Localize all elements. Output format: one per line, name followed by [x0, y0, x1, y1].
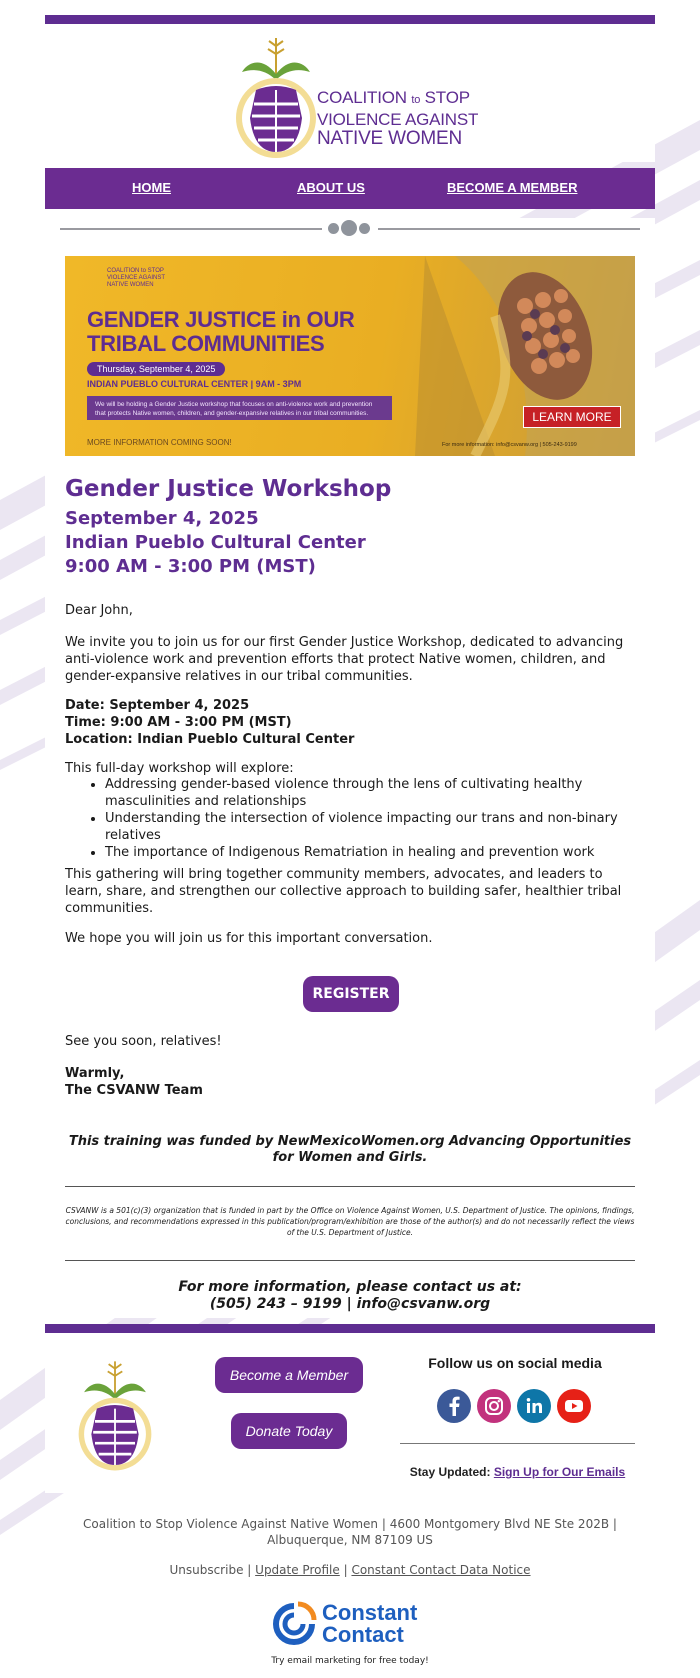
detail-date: Date: September 4, 2025 [65, 698, 250, 713]
csvanw-logo-icon [232, 34, 320, 160]
banner-more-info: MORE INFORMATION COMING SOON! [87, 438, 232, 447]
banner-contact-info: For more information: info@csvanw.org | 505-243-9199 [442, 442, 577, 448]
follow-heading: Follow us on social media [428, 1355, 602, 1371]
divider-line-left [60, 228, 322, 230]
topics-list [65, 776, 635, 861]
contact-info: For more information, please contact us at: (505) 243 – 9199 | info@csvanw.org [178, 1279, 522, 1312]
divider-dot [328, 223, 339, 234]
disclaimer-text: CSVANW is a 501(c)(3) organization that is funded in part by the Office on Violence Against Women, U.S. Department of Justice. The opinions, findings, conclusions, and recommendations expressed in this publication/program/exhibition are those of the author(s) and do not necessarily reflect the views of the U.S. Department of Justice. [65, 1206, 635, 1237]
become-member-button[interactable]: Become a Member [215, 1357, 363, 1393]
register-button[interactable]: REGISTER [303, 976, 399, 1012]
nav-become-member[interactable]: BECOME A MEMBER [447, 180, 578, 195]
nav-home[interactable]: HOME [132, 180, 171, 195]
constant-contact-tagline: Try email marketing for free today! [271, 1656, 429, 1666]
banner-date: Thursday, September 4, 2025 [87, 362, 225, 376]
stay-updated: Stay Updated: Sign Up for Our Emails [409, 1465, 626, 1479]
divider-line-right [378, 228, 640, 230]
header-logo[interactable] [45, 32, 655, 162]
bottom-accent-bar [45, 1324, 655, 1333]
banner-description: We will be holding a Gender Justice workshop that focuses on anti-violence work and prevention that protects Native women, children, and gender-expansive relatives in our tribal communities. [87, 396, 392, 420]
facebook-icon[interactable] [437, 1389, 471, 1423]
footer-links: Unsubscribe | Update Profile | Constant Contact Data Notice [169, 1563, 531, 1577]
gathering-paragraph: This gathering will bring together community members, advocates, and leaders to learn, share, and strengthen our collective approach to building safer, healthier tribal communities. [65, 867, 622, 916]
banner-venue: INDIAN PUEBLO CULTURAL CENTER | 9AM - 3PM [87, 379, 302, 389]
event-time: 9:00 AM - 3:00 PM (MST) [65, 556, 316, 577]
event-date: September 4, 2025 [65, 508, 259, 529]
funding-note: This training was funded by NewMexicoWomen.org Advancing Opportunities for Women and Girls. [68, 1134, 632, 1165]
unsubscribe-link[interactable]: Unsubscribe [169, 1563, 244, 1577]
youtube-icon[interactable] [557, 1389, 591, 1423]
update-profile-link[interactable]: Update Profile [255, 1563, 340, 1577]
intro-paragraph: We invite you to join us for our first Gender Justice Workshop, dedicated to advancing anti-violence work and prevention efforts that protect Native women, children, and gender-expansive relatives in our tribal communities. [65, 635, 624, 684]
event-venue: Indian Pueblo Cultural Center [65, 532, 366, 553]
logo-wordmark: COALITION to STOP VIOLENCE AGAINST NATIVE WOMEN [317, 88, 479, 149]
decorative-divider [45, 218, 655, 238]
detail-location: Location: Indian Pueblo Cultural Center [65, 732, 355, 747]
list-item: • Understanding the intersection of violence impacting our trans and non-binary relatives [105, 810, 635, 844]
see-you-text: See you soon, relatives! [65, 1034, 222, 1049]
linkedin-icon[interactable] [517, 1389, 551, 1423]
main-content [45, 238, 655, 1318]
list-item: • Addressing gender-based violence through the lens of cultivating healthy masculinities and relationships [105, 776, 635, 810]
banner-title: GENDER JUSTICE in OUR TRIBAL COMMUNITIES [87, 307, 355, 356]
constant-contact-badge[interactable] [0, 1600, 700, 1670]
event-details [65, 697, 630, 748]
main-nav [45, 168, 655, 209]
greeting: Dear John, [65, 603, 133, 618]
explore-intro: This full-day workshop will explore: [65, 761, 294, 776]
signoff: Warmly, The CSVANW Team [65, 1066, 203, 1098]
event-title: Gender Justice Workshop [65, 476, 392, 502]
divider-line [65, 1186, 635, 1187]
event-banner[interactable] [65, 256, 635, 456]
top-accent-bar [45, 15, 655, 24]
divider-line [400, 1443, 635, 1444]
donate-button[interactable]: Donate Today [231, 1413, 347, 1449]
footer [45, 1333, 655, 1493]
hope-paragraph: We hope you will join us for this important conversation. [65, 931, 433, 946]
csvanw-footer-logo-icon[interactable] [75, 1355, 155, 1475]
detail-time: Time: 9:00 AM - 3:00 PM (MST) [65, 715, 292, 730]
nav-about-us[interactable]: ABOUT US [297, 180, 365, 195]
list-item: • The importance of Indigenous Rematriation in healing and prevention work [105, 844, 635, 861]
email-signup-link[interactable]: Sign Up for Our Emails [493, 1465, 626, 1479]
constant-contact-logo-icon [270, 1600, 318, 1648]
constant-contact-wordmark: Constant Contact [322, 1600, 418, 1647]
banner-org-name: COALITION to STOP VIOLENCE AGAINST NATIVE WOMEN [107, 268, 166, 288]
data-notice-link[interactable]: Constant Contact Data Notice [351, 1563, 531, 1577]
learn-more-button[interactable]: LEARN MORE [523, 406, 621, 428]
instagram-icon[interactable] [477, 1389, 511, 1423]
mailing-address: Coalition to Stop Violence Against Native Women | 4600 Montgomery Blvd NE Ste 202B | Albuquerque, NM 87109 US [83, 1517, 617, 1547]
divider-line [65, 1260, 635, 1261]
divider-dot [359, 223, 370, 234]
divider-dot [341, 220, 357, 236]
